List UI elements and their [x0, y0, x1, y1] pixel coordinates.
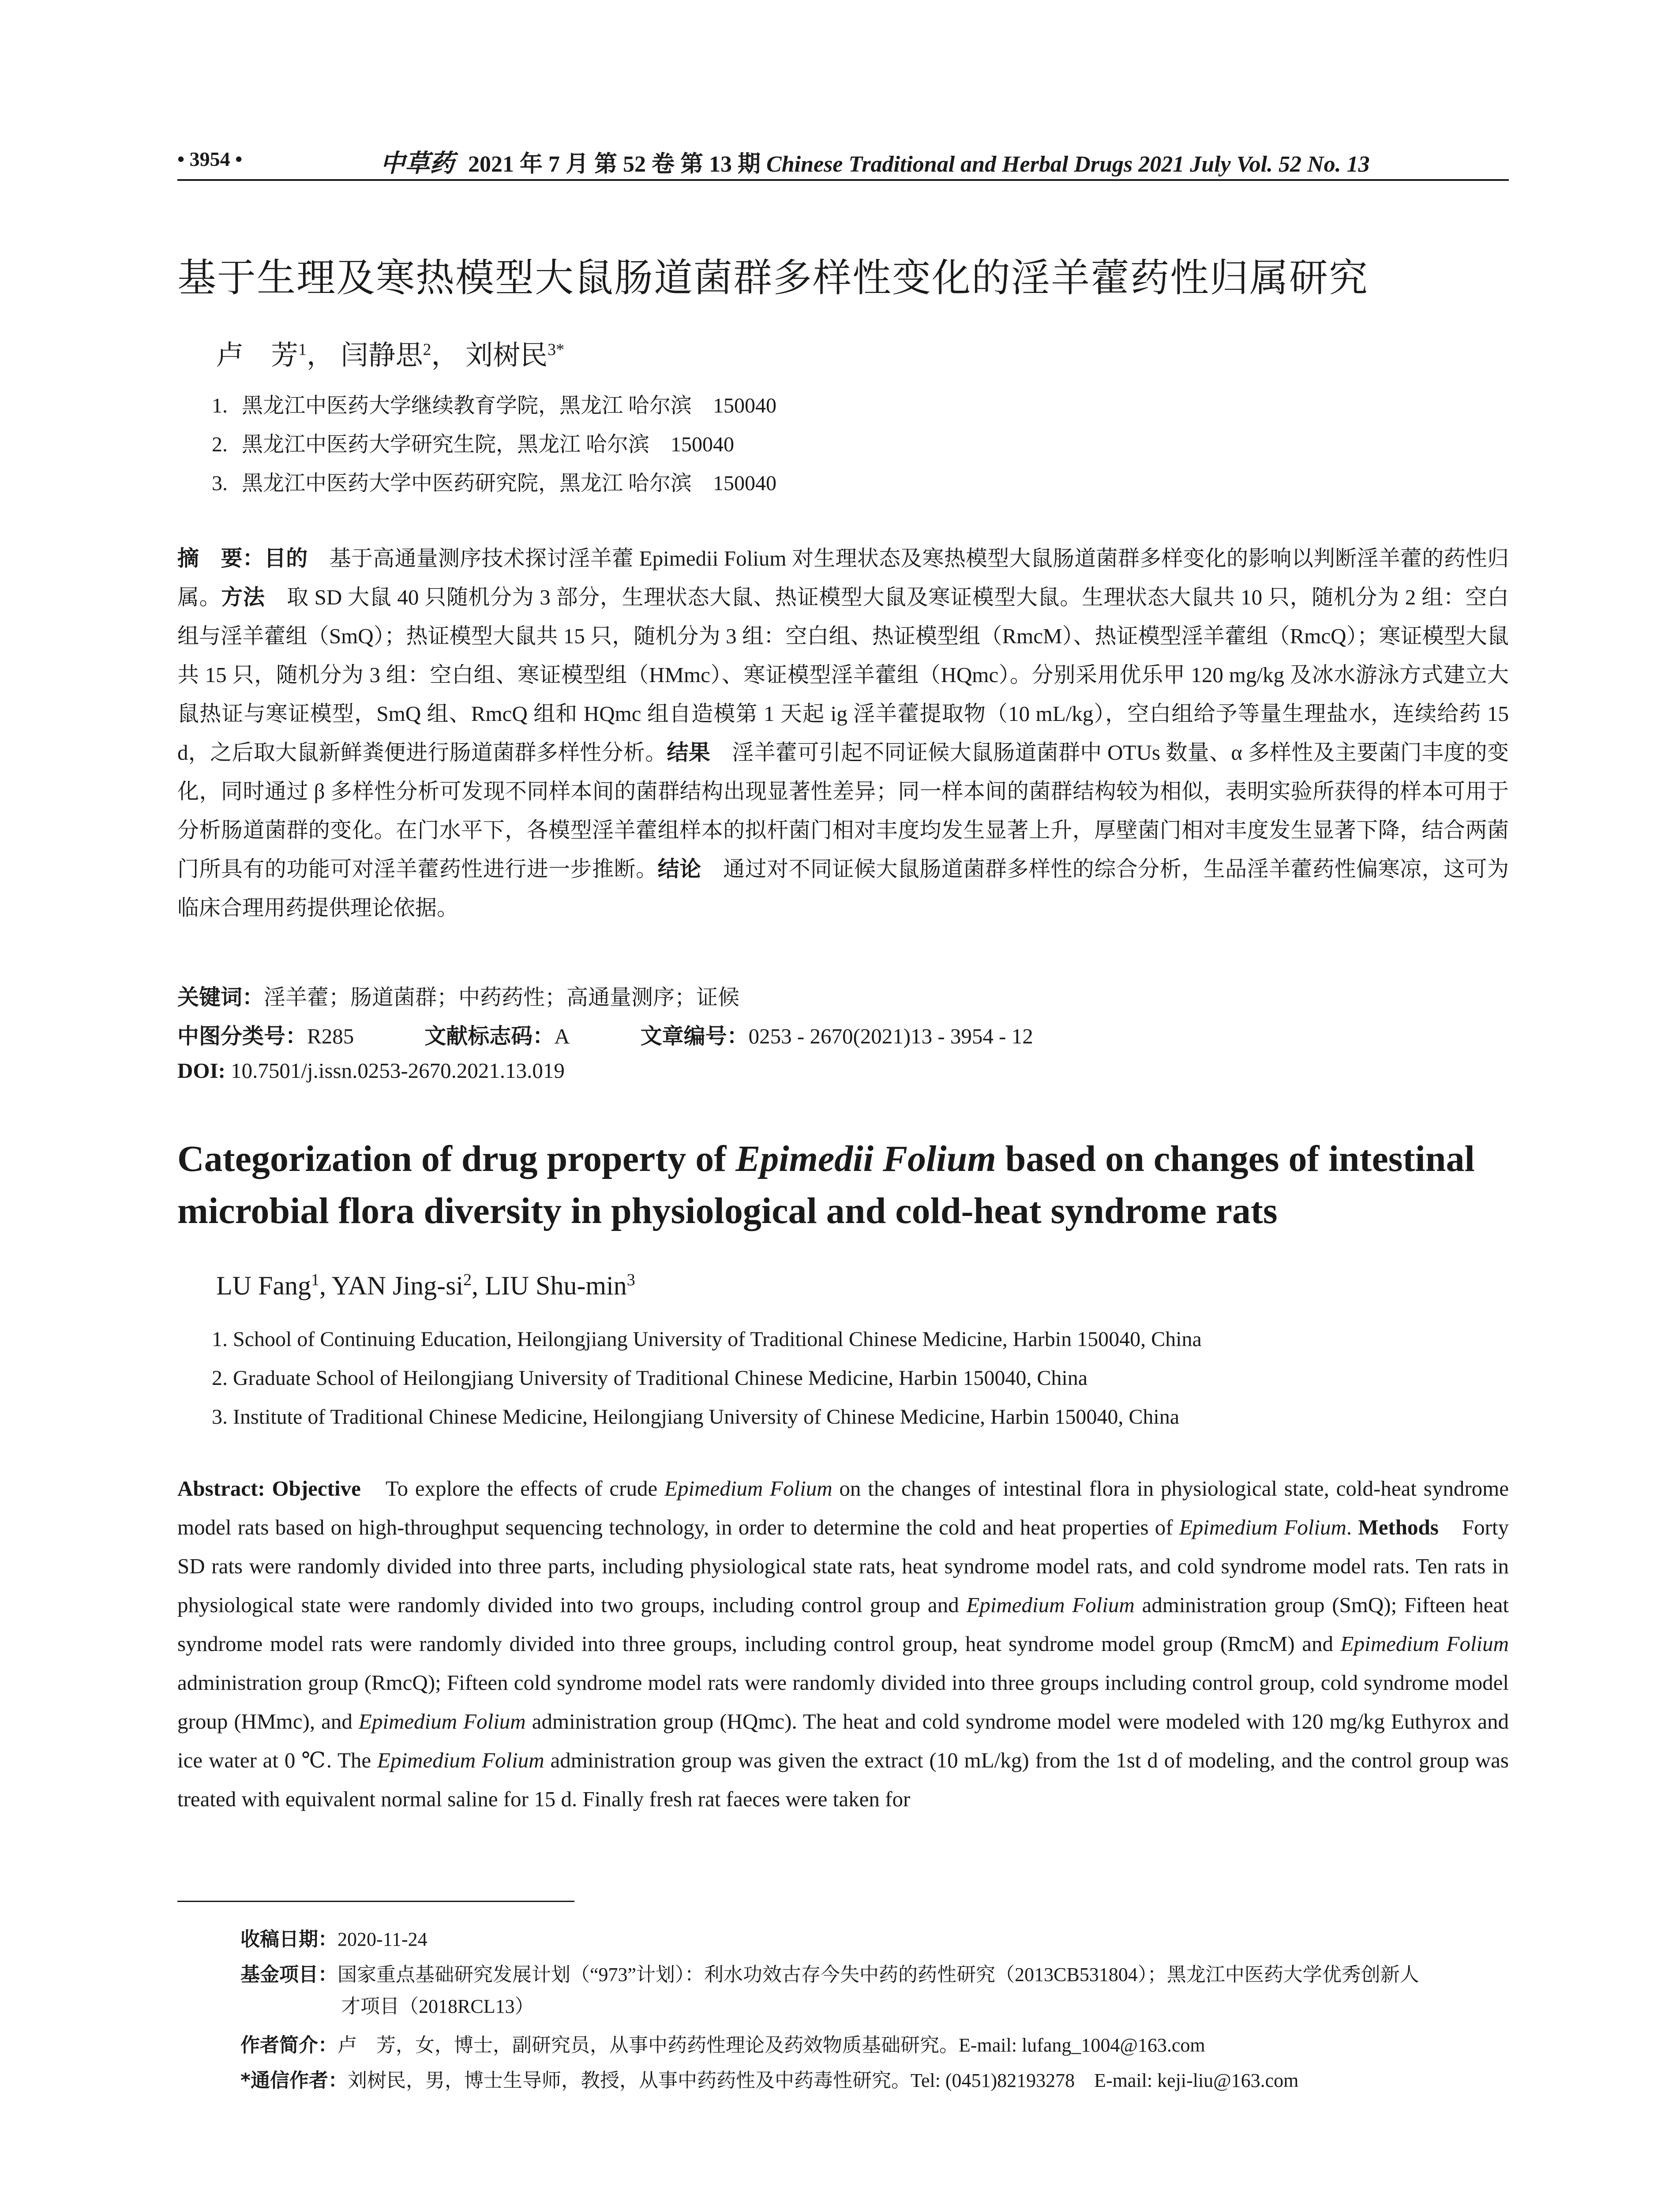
journal-info — [380, 144, 1370, 179]
en-affiliation: 2. Graduate School of Heilongjiang University of Traditional Chinese Medicine, Harbin 150040, China — [212, 1366, 1088, 1390]
author-bio: 卢 芳，女，博士，副研究员，从事中药药性理论及药效物质基础研究。E-mail: lufang_1004@163.com — [338, 2034, 1205, 2056]
en-authors — [216, 1271, 635, 1301]
aff-num: 3. — [212, 472, 228, 495]
author-bio-label: 作者简介： — [240, 2034, 338, 2056]
author-sep: , — [319, 1271, 332, 1300]
abstract-text: administration group (RmcQ); Fifteen cold syndrome model rats were randomly divided into three groups including control group, cold syndrome model group (HMmc), and — [177, 1670, 1509, 1733]
received-label: 收稿日期： — [240, 1928, 338, 1951]
objective-text: 基于高通量测序技术探讨淫羊藿 Epimedii Folium 对生理状态及寒热模型大鼠肠道菌群多样变化的影响以判断淫羊藿的药性归属。 — [177, 546, 1509, 609]
aff-text: 黑龙江中医药大学研究生院，黑龙江 哈尔滨 150040 — [242, 433, 735, 456]
author-sep: ， — [307, 341, 334, 371]
author-sup: 1 — [311, 1271, 319, 1289]
doi-label: DOI: — [177, 1058, 225, 1083]
clc-label: 中图分类号： — [177, 1024, 308, 1049]
author-sup: 2 — [423, 340, 431, 359]
abstract-text: Forty SD rats were randomly divided into three parts, including physiological state rats, heat syndrome model rats, and cold syndrome model rats. Ten rats in physiological state were randomly divided into two groups, including control group and — [177, 1515, 1509, 1617]
page-number: • 3954 • — [177, 148, 243, 170]
methods-label: Methods — [1358, 1515, 1439, 1539]
en-title — [177, 1133, 1509, 1237]
en-affiliation: 3. Institute of Traditional Chinese Medicine, Heilongjiang University of Chinese Medicine, Harbin 150040, China — [212, 1405, 1179, 1429]
footnote-author — [240, 2030, 1509, 2061]
author-sup: 2 — [463, 1271, 472, 1289]
author-name: 刘树民 — [465, 341, 548, 371]
footnote-rule — [177, 1901, 574, 1902]
running-header — [177, 142, 1509, 178]
abstract-text: administration group (SmQ); Fifteen heat syndrome model rats were randomly divided into three groups, including control group, heat syndrome model group (RmcM) and — [177, 1593, 1509, 1656]
fund-label: 基金项目： — [240, 1963, 338, 1986]
clc-value: R285 — [307, 1024, 354, 1048]
cn-affiliation — [212, 427, 734, 458]
aff-num: 1. — [212, 394, 228, 417]
abstract-text: . — [1346, 1515, 1358, 1539]
methods-label: 方法 — [221, 585, 265, 610]
abstract-italic: Epimedium Folium — [358, 1709, 526, 1733]
corr-text: 刘树民，男，博士生导师，教授，从事中药药性及中药毒性研究。Tel: (0451)82193278 E-mail: keji-liu@163.com — [348, 2070, 1299, 2091]
abstract-italic: Epimedium Folium — [1179, 1515, 1346, 1539]
aff-num: 2. — [212, 433, 228, 456]
en-affiliation: 1. School of Continuing Education, Heilongjiang University of Traditional Chinese Medicine, Harbin 150040, China — [212, 1328, 1202, 1351]
abstract-text: on the changes of intestinal flora in physiological state, cold-heat syndrome model rats based on high-throughput sequencing technology, in order to determine the cold and heat properties of — [177, 1476, 1509, 1539]
author-name: LU Fang — [216, 1271, 311, 1300]
en-abstract — [177, 1469, 1509, 1819]
conclusion-label: 结论 — [657, 856, 701, 882]
journal-cn: 2021 年 7 月 第 52 卷 第 13 期 — [468, 152, 761, 177]
journal-en: Chinese Traditional and Herbal Drugs 2021 July Vol. 52 No. 13 — [766, 152, 1370, 177]
keywords-text: 淫羊藿；肠道菌群；中药药性；高通量测序；证候 — [264, 985, 740, 1009]
aff-text: 黑龙江中医药大学继续教育学院，黑龙江 哈尔滨 150040 — [242, 394, 777, 417]
keywords-label: 关键词： — [177, 985, 264, 1010]
header-rule — [177, 179, 1509, 181]
cn-affiliation — [212, 388, 776, 419]
abstract-text: To explore the effects of crude — [360, 1476, 665, 1501]
abstract-label: Abstract: Objective — [177, 1476, 361, 1501]
author-name: 卢 芳 — [216, 341, 299, 371]
article-no-label: 文章编号： — [640, 1024, 749, 1049]
doc-code-value: A — [554, 1024, 570, 1048]
received-date: 2020-11-24 — [338, 1928, 428, 1950]
methods-text: 取 SD 大鼠 40 只随机分为 3 部分，生理状态大鼠、热证模型大鼠及寒证模型大鼠。生理状态大鼠共 10 只，随机分为 2 组：空白组与淫羊藿组（SmQ）；热证模型大鼠共 15 只，随机分为 3 组：空白组、热证模型组（RmcM）、热证模型淫羊藿组（RmcQ）；寒证模型大鼠共 15 只，随机分为 3 组：空白组、寒证模型组（HMmc）、寒证模型淫羊藿组（HQmc）。分别采用优乐甲 120 mg/kg 及冰水游泳方式建立大鼠热证与寒证模型，SmQ 组、RmcQ 组和 HQmc 组自造模第 1 天起 ig 淫羊藿提取物（10 mL/kg），空白组给予等量生理盐水，连续给药 15 d，之后取大鼠新鲜粪便进行肠道菌群多样性分析。 — [177, 585, 1509, 765]
author-name: LIU Shu-min — [485, 1271, 627, 1300]
doc-code-label: 文献标志码： — [424, 1024, 555, 1049]
author-sup: 3 — [626, 1271, 635, 1289]
abstract-italic: Epimedium Folium — [966, 1593, 1135, 1617]
doi-link[interactable]: 10.7501/j.issn.0253-2670.2021.13.019 — [225, 1058, 565, 1083]
corr-label: *通信作者： — [240, 2069, 348, 2092]
abstract-italic: Epimedium Folium — [377, 1748, 544, 1772]
doi-line — [177, 1058, 565, 1083]
author-sup: 3* — [548, 340, 565, 359]
author-sup: 1 — [298, 340, 307, 359]
conclusion-text: 通过对不同证候大鼠肠道菌群多样性的综合分析，生品淫羊藿药性偏寒凉，这可为临床合理用药提供理论依据。 — [177, 857, 1509, 920]
footnote-corresponding — [240, 2065, 1509, 2097]
results-label: 结果 — [667, 740, 711, 765]
article-no-value: 0253 - 2670(2021)13 - 3954 - 12 — [748, 1024, 1033, 1048]
abstract-italic: Epimedium Folium — [664, 1476, 832, 1501]
abstract-label: 摘 要： — [177, 546, 264, 571]
objective-label: 目的 — [264, 546, 308, 571]
classification-line — [177, 1019, 1033, 1050]
fund-text: 国家重点基础研究发展计划（“973”计划）：利水功效古存今失中药的药性研究（2013CB531804）；黑龙江中医药大学优秀创新人 — [338, 1964, 1419, 1985]
author-sep: ， — [431, 341, 459, 371]
footnote-fund — [240, 1959, 1509, 2022]
cn-authors — [216, 333, 564, 372]
results-text: 淫羊藿可引起不同证候大鼠肠道菌群中 OTUs 数量、α 多样性及主要菌门丰度的变化，同时通过 β 多样性分析可发现不同样本间的菌群结构出现显著性差异；同一样本间的菌群结构较为相似，表明实验所获得的样本可用于分析肠道菌群的变化。在门水平下，各模型淫羊藿组样本的拟杆菌门相对丰度均发生显著上升，厚壁菌门相对丰度发生显著下降，结合两菌门所具有的功能可对淫羊藿药性进行进一步推断。 — [177, 740, 1509, 881]
abstract-italic: Epimedium Folium — [1340, 1632, 1509, 1656]
author-name: 闫静思 — [341, 341, 423, 371]
aff-text: 黑龙江中医药大学中医药研究院，黑龙江 哈尔滨 150040 — [242, 472, 777, 495]
abstract-text: administration group was given the extract (10 mL/kg) from the 1st d of modeling, and the control group was treated with equivalent normal saline for 15 d. Finally fresh rat faeces were taken for — [177, 1748, 1509, 1811]
abstract-text: administration group (HQmc). The heat and cold syndrome model were modeled with 120 mg/kg Euthyrox and ice water at 0 ℃. The — [177, 1709, 1509, 1772]
journal-logo: 中草药 — [380, 149, 454, 178]
cn-affiliation — [212, 466, 776, 496]
en-title-part: based on changes of intestinal microbial flora diversity in physiological and cold-heat syndrome rats — [177, 1138, 1475, 1231]
en-title-part: Categorization of drug property of — [177, 1138, 736, 1179]
fund-text-cont: 才项目（2018RCL13） — [341, 1996, 534, 2017]
author-sep: , — [472, 1271, 485, 1300]
footnote-received — [240, 1924, 1509, 1955]
en-title-italic: Epimedii Folium — [735, 1138, 996, 1179]
cn-abstract — [177, 539, 1509, 927]
keywords — [177, 980, 739, 1011]
author-name: YAN Jing-si — [331, 1271, 464, 1300]
cn-title: 基于生理及寒热模型大鼠肠道菌群多样性变化的淫羊藿药性归属研究 — [177, 255, 1369, 300]
